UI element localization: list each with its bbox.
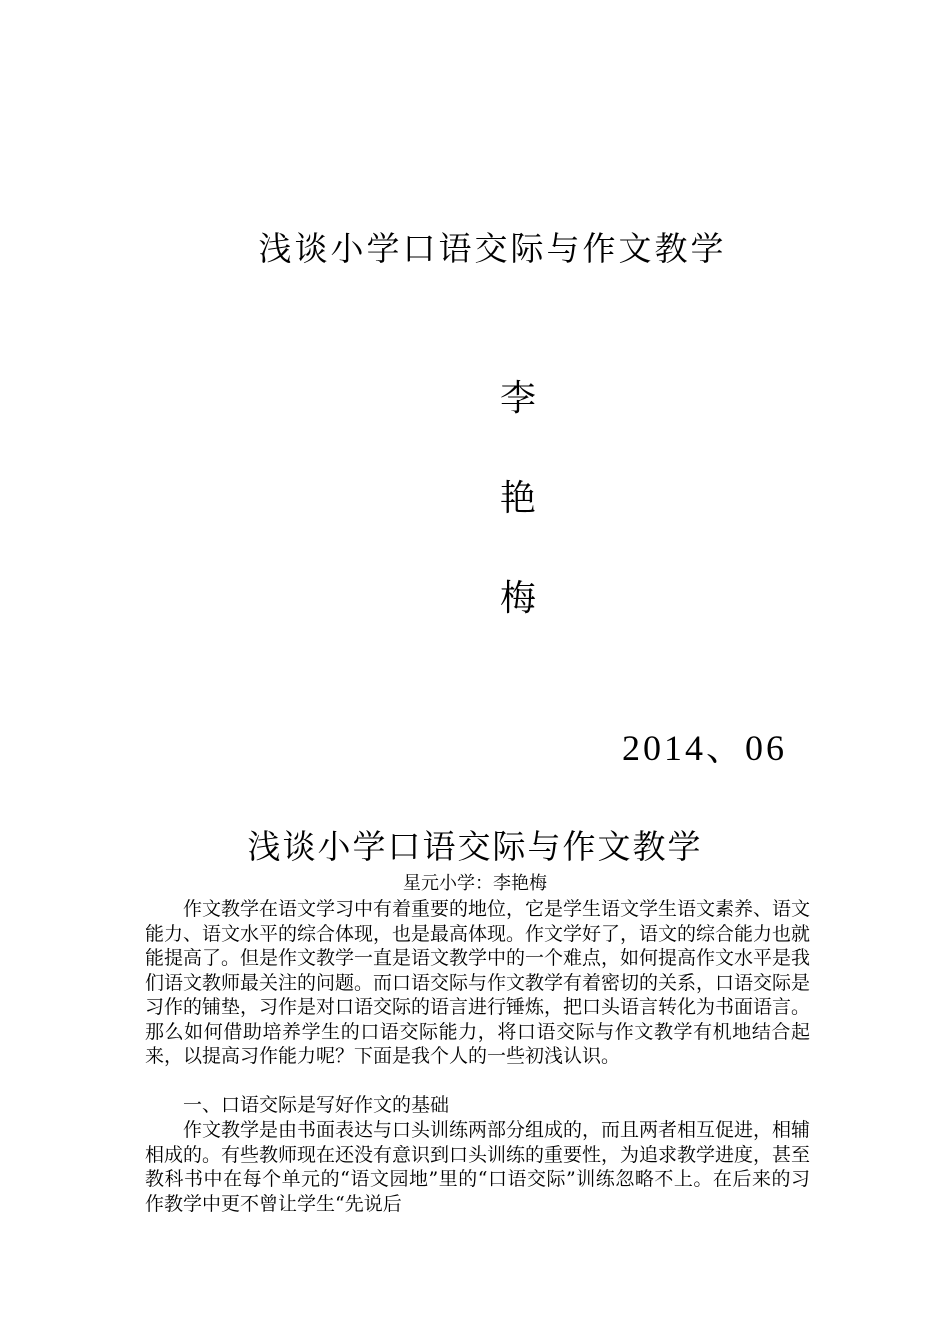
article-title: 浅谈小学口语交际与作文教学 bbox=[247, 827, 703, 866]
cover-date: 2014、06 bbox=[622, 728, 788, 768]
cover-author-char-1: 李 bbox=[499, 378, 536, 419]
cover-author-char-2: 艳 bbox=[499, 478, 536, 519]
section-heading-1: 一、口语交际是写好作文的基础 bbox=[183, 1094, 450, 1116]
cover-author-char-3: 梅 bbox=[499, 578, 536, 619]
article-paragraph-1: 作文教学在语文学习中有着重要的地位，它是学生语文学生语文素养、语文能力、语文水平的综合体现，也是最高体现。作文学好了，语文的综合能力也就能提高了。但是作文教学一直是语文教学中的一个难点，如何提高作文水平是我们语文教师最关注的问题。而口语交际与作文教学有着密切的关系，口语交际是习作的铺垫，习作是对口语交际的语言进行锤炼，把口头语言转化为书面语言。那么如何借助培养学生的口语交际能力，将口语交际与作文教学有机地结合起来，以提高习作能力呢？下面是我个人的一些初浅认识。 bbox=[145, 898, 811, 1067]
cover-title: 浅谈小学口语交际与作文教学 bbox=[258, 229, 727, 268]
article-paragraph-2: 作文教学是由书面表达与口头训练两部分组成的，而且两者相互促进，相辅相成的。有些教师现在还没有意识到口头训练的重要性，为追求教学进度，甚至教科书中在每个单元的“语文园地”里的“口语交际”训练忽略不上。在后来的习作教学中更不曾让学生“先说后 bbox=[145, 1119, 811, 1215]
article-byline: 星元小学：李艳梅 bbox=[403, 873, 547, 894]
